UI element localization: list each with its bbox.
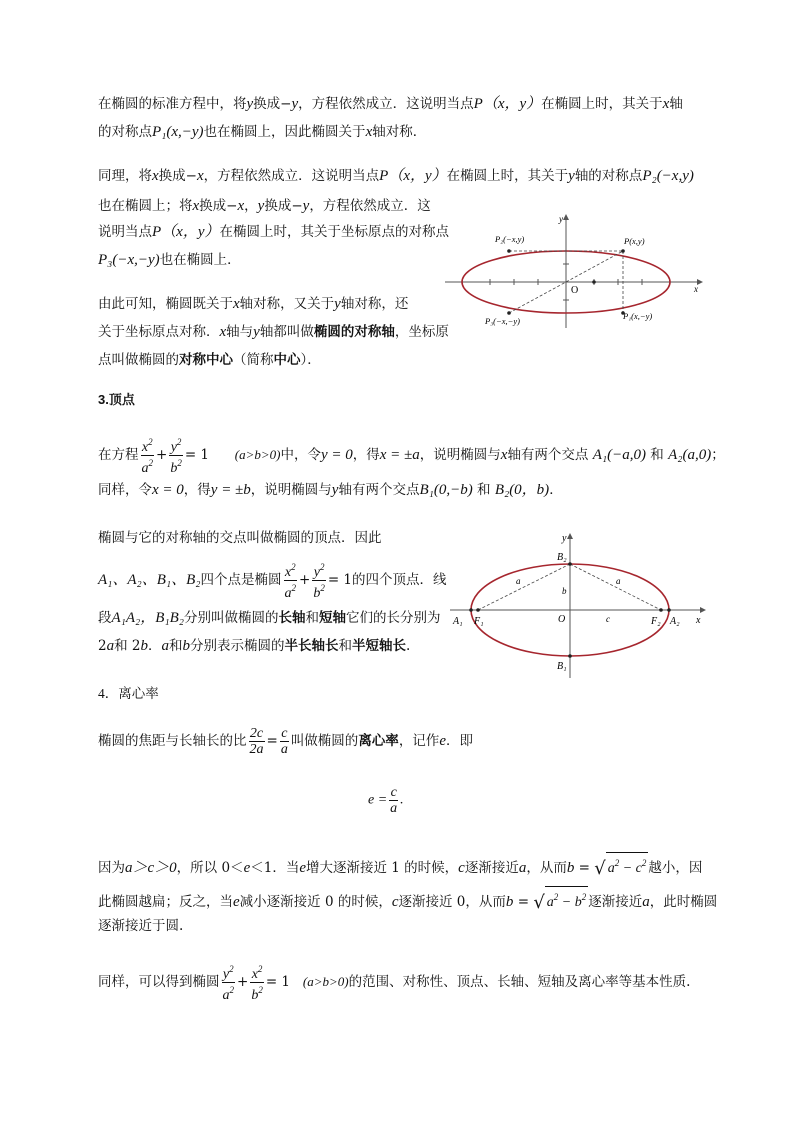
fig2-label-o: O [558,614,566,625]
vertex-para2-line3: 段A₁A₂，B₁B₂分别叫做椭圆的长轴和短轴它们的长分别为 [98,610,441,626]
fig1-point-mid [592,280,596,284]
fig2-y-arrow [567,533,573,539]
fig2-x-label: x [696,615,701,626]
fig2-label-b: b [562,586,567,596]
sym-para1-line2: 的对称点P₁(x,−y)也在椭圆上，因此椭圆关于x轴对称． [98,124,427,140]
fig2-y-label: y [562,533,567,544]
vertex-para2-line4: 2a和 2b．a和b分别表示椭圆的半长轴长和半短轴长. [98,638,411,654]
fig1-point-p [621,249,625,253]
fig1-x-label: x [694,284,698,294]
fig1-label-p2: P₂(−x,y) [495,234,525,244]
symmetry-figure [445,212,710,330]
sym-para3-line3: 点叫做椭圆的对称中心（简称中心）． [98,352,321,368]
fig2-label-f2: F₂ [651,616,661,627]
fig1-y-arrow [563,214,569,220]
fig2-point-a1 [469,608,473,612]
fig2-label-b2: B₂ [557,552,567,563]
vertex-line1: 在方程 $\frac{x^2}{a^2}$ + $\frac{y^2}{b^2}$ = 1 (a>b>0)中，令y = 0，得x = ±a，说明椭圆与x轴有两个交点 A₁(−a,0) 和 A₂(a,0)； [98,437,725,476]
fig1-label-o: O [571,285,579,296]
fig2-point-f1 [476,608,480,612]
fig1-point-p2 [507,249,511,253]
ecc-line1: 椭圆的焦距与长轴长的比 $\frac{2c}{2a}$ = $\frac{c}{a}$ 叫做椭圆的离心率，记作e．即 [98,726,473,757]
vertex-figure [450,532,712,680]
fig2-label-a2: A₂ [670,616,680,627]
fig2-point-f2 [659,608,663,612]
fig1-label-p3: P₃(−x,−y) [485,316,520,326]
fig1-label-p1: P₁(x,−y) [623,311,653,321]
ecc-para2-line1: 因为a＞c＞0，所以 0＜e＜1．当e增大逐渐接近 1 的时候，c逐渐接近a，从而b = √ $a^2 - c^2$ 越小，因 [98,852,702,879]
fig2-label-c: c [606,614,610,624]
sym-para2-line3: 说明当点P（x，y）在椭圆上时，其关于坐标原点的对称点 [98,224,449,240]
sym-para1-line1: 在椭圆的标准方程中，将y换成−y，方程依然成立．这说明当点P（x，y）在椭圆上时，其关于x轴 [98,96,683,112]
sym-para3-line1: 由此可知，椭圆既关于x轴对称，又关于y轴对称，还 [98,296,409,312]
fig2-point-a2 [667,608,671,612]
fig2-label-f1: F₁ [474,616,484,627]
fig2-point-b2 [568,562,572,566]
vertex-heading: 3.顶点 [98,392,135,407]
vertex-line2: 同样，令x = 0，得y = ±b，说明椭圆与y轴有两个交点B₁(0,−b) 和 B₂(0，b)． [98,482,563,498]
ecc-heading: 4．离心率 [98,686,159,701]
vertex-para2-line2: A₁、A₂、B₁、B₂四个点是椭圆 $\frac{x^2}{a^2}$ + $\frac{y^2}{b^2}$ = 1的四个顶点．线 [98,562,447,601]
ecc-para2-line2: 此椭圆越扁；反之，当e减小逐渐接近 0 的时候，c逐渐接近 0，从而b = √ $a^2 - b^2$ 逐渐接近a，此时椭圆 [98,886,717,913]
fig2-x-arrow [700,607,706,613]
fig2-label-a-right: a [616,576,621,586]
fig2-dash-b2-f2 [570,564,661,610]
ecc-para2-line3: 逐渐接近于圆. [98,918,184,934]
sym-para2-line2: 也在椭圆上；将x换成−x，y换成−y，方程依然成立．这 [98,198,431,214]
ecc-para3: 同样，可以得到椭圆 $\frac{y^2}{a^2}$ + $\frac{x^2}{b^2}$ = 1 (a>b>0)的范围、对称性、顶点、长轴、短轴及离心率等基本性质. [98,964,691,1003]
fig1-point-p3 [507,311,511,315]
fig2-label-a1: A₁ [453,616,463,627]
sym-para2-line4: P₃(−x,−y)也在椭圆上． [98,252,241,268]
fig2-point-b1 [568,654,572,658]
fig1-y-label: y [559,214,563,224]
ecc-formula: e = $\frac{c}{a}$ . [368,785,404,816]
vertex-para2-line1: 椭圆与它的对称轴的交点叫做椭圆的顶点．因此 [98,530,382,546]
fig2-label-b1: B₁ [557,661,567,672]
fig1-label-p: P(x,y) [624,236,645,246]
sym-para3-line2: 关于坐标原点对称．x轴与y轴都叫做椭圆的对称轴，坐标原 [98,324,449,340]
sym-para2-line1: 同理，将x换成−x，方程依然成立．这说明当点P（x，y）在椭圆上时，其关于y轴的对称点P₂(−x,y) [98,168,694,184]
fig2-label-a-left: a [516,576,521,586]
fig2-dash-f1-b2 [478,564,570,610]
